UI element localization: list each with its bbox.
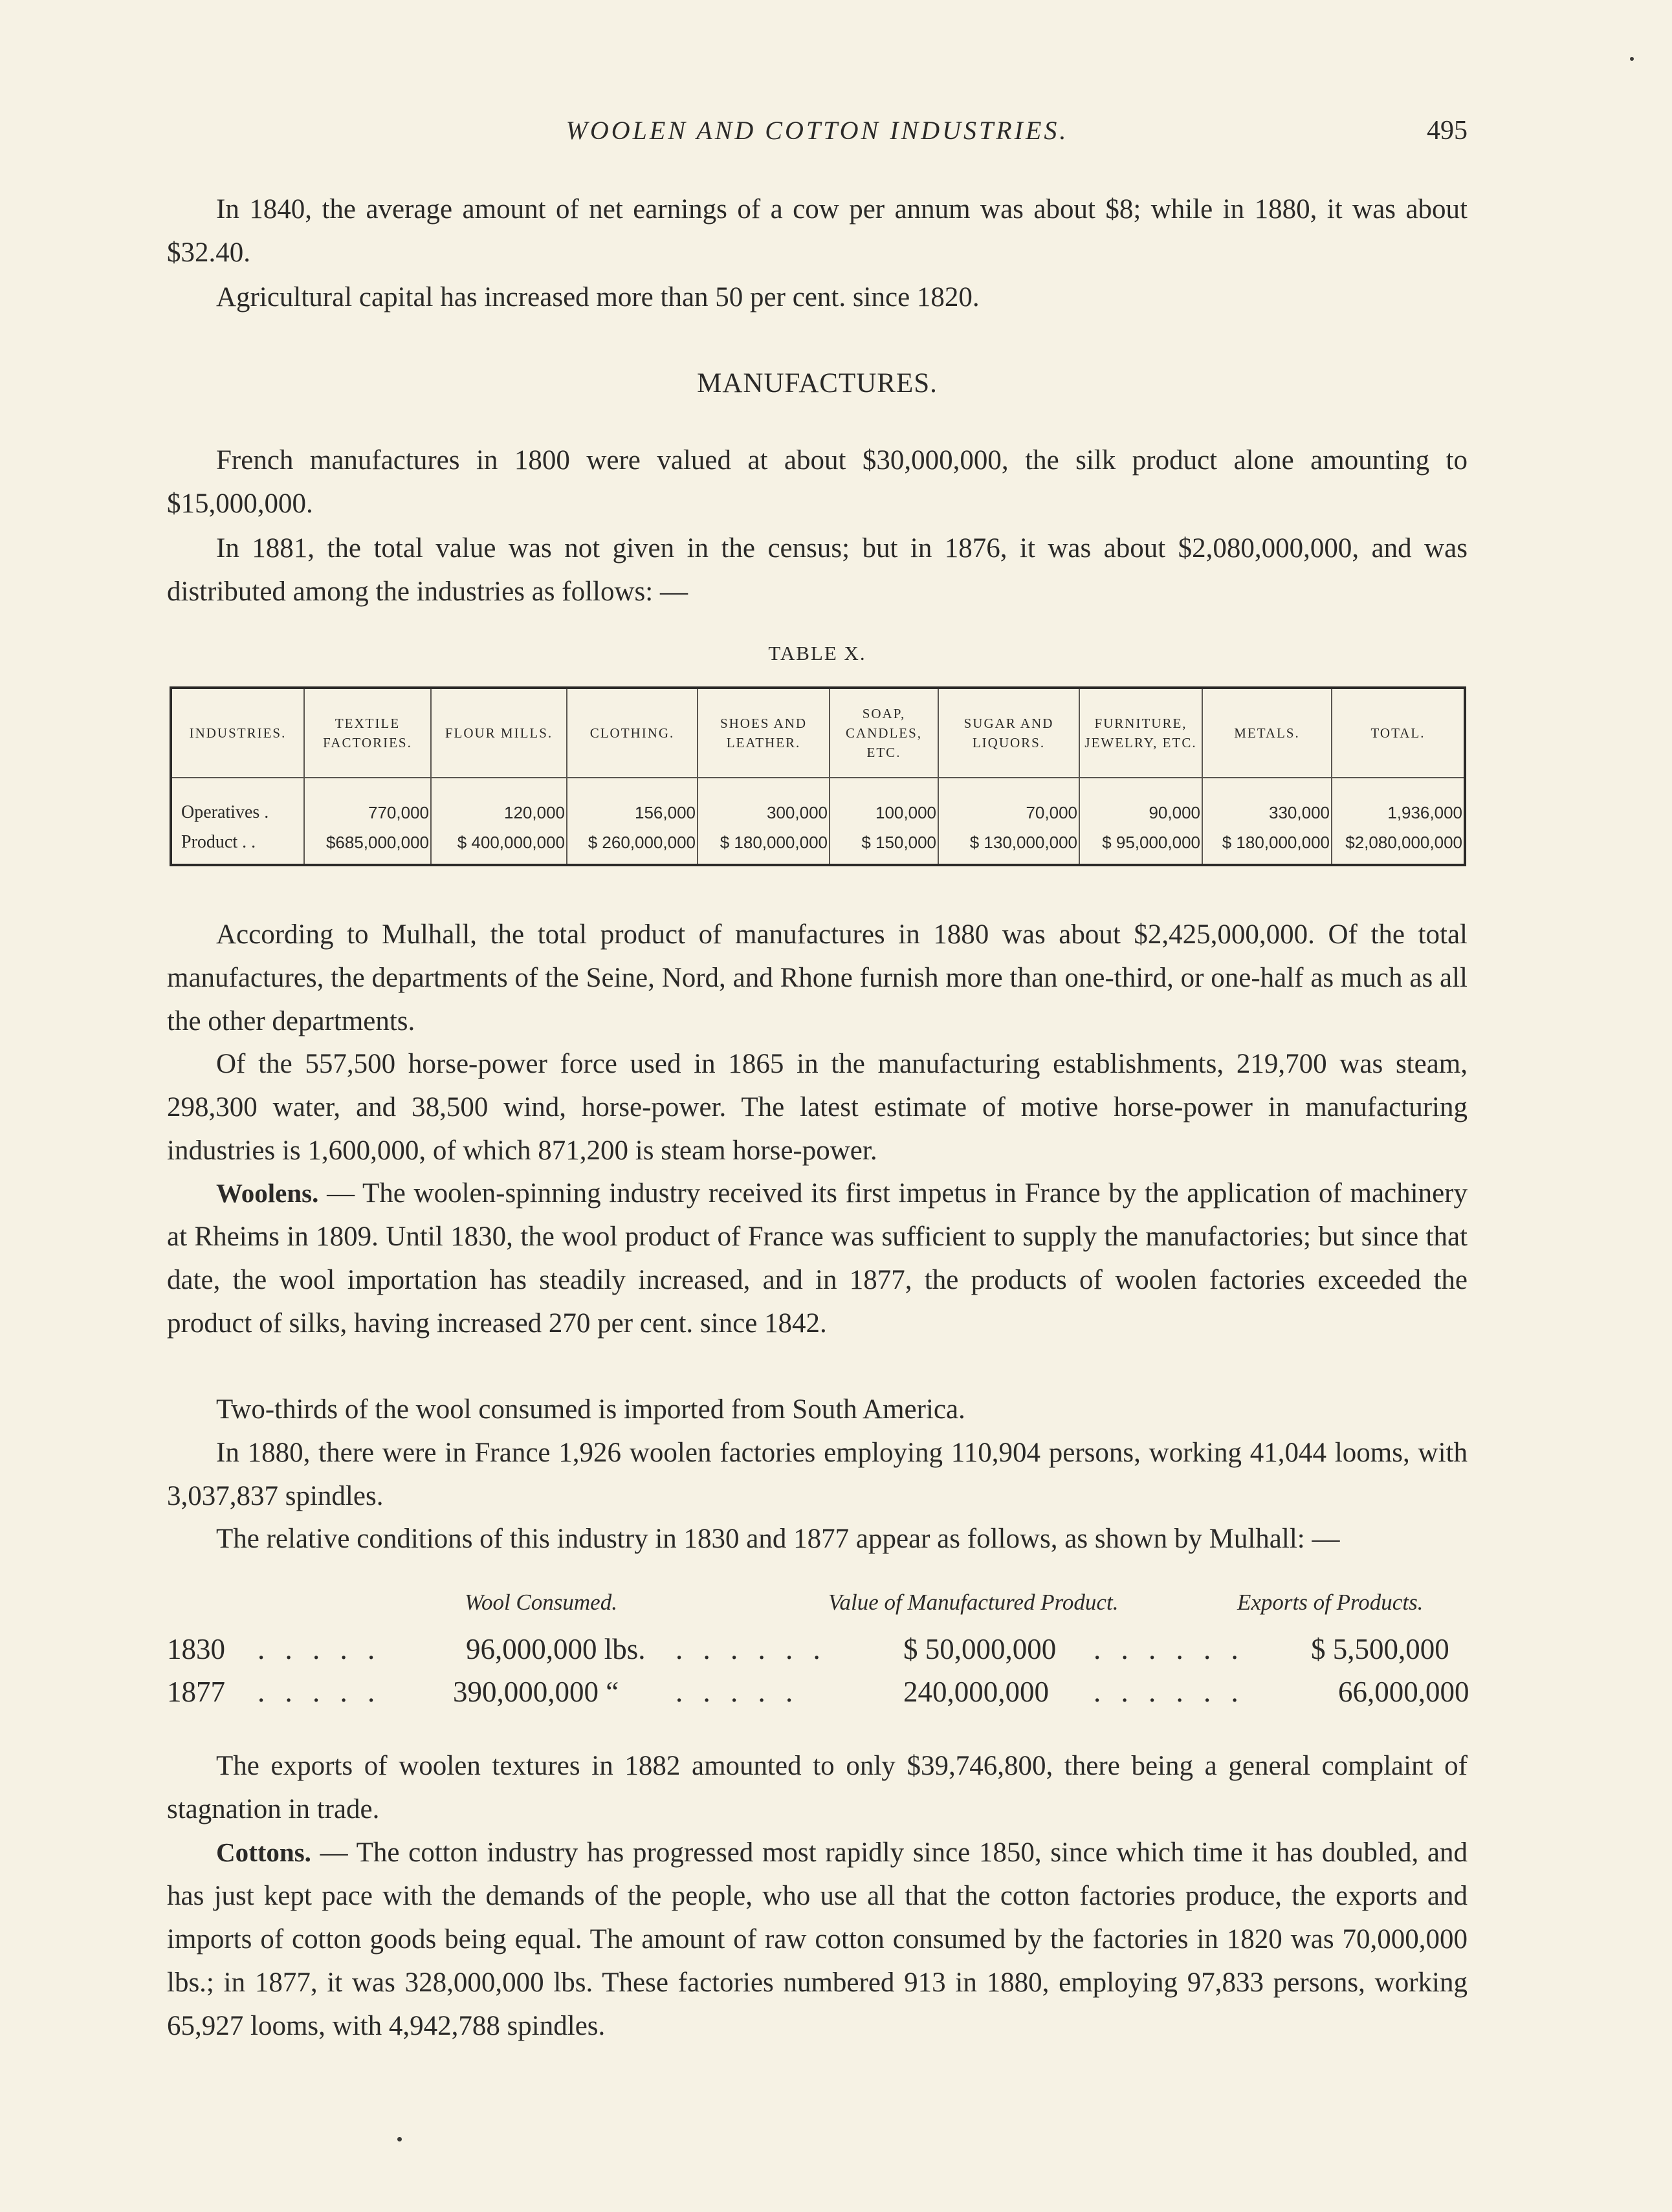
stat-value: 240,000,000: [903, 1676, 1049, 1708]
page-number: 495: [1427, 116, 1468, 146]
table-cell: 770,000: [304, 778, 431, 827]
stat-year: 1830: [167, 1633, 225, 1665]
leader-dots: . . . . . .: [1094, 1676, 1245, 1708]
page-header: [167, 115, 1468, 160]
table-header: FURNITURE, JEWELRY, ETC.: [1079, 689, 1202, 778]
table-header: CLOTHING.: [567, 689, 698, 778]
table-cell: $ 150,000: [830, 827, 938, 864]
stat-header-wool: Wool Consumed.: [465, 1590, 617, 1615]
table-cell: $685,000,000: [304, 827, 431, 864]
paragraph-cottons: [167, 1831, 1468, 2048]
running-title: WOOLEN AND COTTON INDUSTRIES.: [566, 116, 1069, 145]
section-heading: MANUFACTURES.: [697, 368, 938, 399]
table-row: [172, 778, 1464, 827]
table-cell: 1,936,000: [1332, 778, 1464, 827]
stat-row-1877: [167, 1675, 1468, 1714]
leader-dots: . . . . . .: [676, 1633, 827, 1665]
leader-dots: . . . . .: [676, 1676, 800, 1708]
table-cell: 156,000: [567, 778, 698, 827]
paragraph-relative-conditions: The relative conditions of this industry in 1830 and 1877 appear as follows, as shown by Mulhall: —: [216, 1524, 1340, 1554]
paragraph-french-manufactures: French manufactures in 1800 were valued at about $30,000,000, the silk product alone amounting to $15,000,000.: [167, 445, 1468, 519]
stat-wool: 390,000,000 “: [453, 1676, 619, 1708]
paragraph-woolens: [167, 1172, 1468, 1345]
table-cell: 90,000: [1079, 778, 1202, 827]
paper-speck: [397, 2137, 402, 2141]
table-header: SHOES AND LEATHER.: [698, 689, 830, 778]
table-header: SOAP, CANDLES, ETC.: [830, 689, 938, 778]
table-header: TOTAL.: [1332, 689, 1464, 778]
stat-value: $ 50,000,000: [903, 1633, 1057, 1665]
paragraph-1880-factories: In 1880, there were in France 1,926 woolen factories employing 110,904 persons, working 41,044 looms, with 3,037,837 spindles.: [167, 1438, 1468, 1511]
stat-exports: $ 5,500,000: [1311, 1633, 1449, 1665]
stat-row-1830: [167, 1632, 1468, 1671]
paragraph-south-america: Two-thirds of the wool consumed is imported from South America.: [216, 1394, 965, 1425]
paragraph-woolen-exports: The exports of woolen textures in 1882 amounted to only $39,746,800, there being a general complaint of stagnation in trade.: [167, 1751, 1468, 1824]
table-cell: 300,000: [698, 778, 830, 827]
stat-year: 1877: [167, 1676, 225, 1708]
table-cell: 100,000: [830, 778, 938, 827]
table-row: [172, 827, 1464, 864]
run-in-heading-cottons: Cottons.: [216, 1837, 311, 1867]
paragraph-mulhall-total: According to Mulhall, the total product of manufactures in 1880 was about $2,425,000,000. Of the total manufactures, the departments of the Seine, Nord, and Rhone furnish more than one-third, or one-half as much as all the other departments.: [167, 919, 1468, 1036]
leader-dots: . . . . . .: [1094, 1633, 1245, 1665]
paper-speck: [1630, 57, 1634, 61]
leader-dots: . . . . .: [258, 1676, 382, 1708]
table-header: SUGAR AND LIQUORS.: [938, 689, 1079, 778]
leader-dots: . . . . .: [258, 1633, 382, 1665]
table-header: FLOUR MILLS.: [431, 689, 567, 778]
woolens-body: — The woolen-spinning industry received its first impetus in France by the application of machinery at Rheims in 1809. Until 1830, the wool product of France was sufficient to supply the manufactories; but since that date, the wool importation has steadily increased, and in 1877, the products of woolen factories exceeded the product of silks, having increased 270 per cent. since 1842.: [167, 1178, 1468, 1339]
table-cell: $ 260,000,000: [567, 827, 698, 864]
stat-header-exports: Exports of Products.: [1237, 1590, 1424, 1615]
table-cell: $2,080,000,000: [1332, 827, 1464, 864]
table-cell: 70,000: [938, 778, 1079, 827]
table-cell: 120,000: [431, 778, 567, 827]
table-cell: $ 180,000,000: [698, 827, 830, 864]
table-header: INDUSTRIES.: [172, 689, 304, 778]
industries-table: [170, 686, 1466, 866]
table-cell: $ 95,000,000: [1079, 827, 1202, 864]
table-cell: $ 130,000,000: [938, 827, 1079, 864]
table-cell: Operatives .: [181, 802, 269, 822]
table-header: METALS.: [1202, 689, 1332, 778]
table-caption: TABLE X.: [768, 642, 866, 664]
table-cell: $ 400,000,000: [431, 827, 567, 864]
table-header: TEXTILE FACTORIES.: [304, 689, 431, 778]
table-header-row: [172, 689, 1464, 778]
cottons-body: — The cotton industry has progressed most rapidly since 1850, since which time it has doubled, and has just kept pace with the demands of the people, who use all that the cotton factories produce, the exports and imports of cotton goods being equal. The amount of raw cotton consumed by the factories in 1820 was 70,000,000 lbs.; in 1877, it was 328,000,000 lbs. These factories numbered 913 in 1880, employing 97,833 persons, working 65,927 looms, with 4,942,788 spindles.: [167, 1837, 1468, 2041]
table-cell: Product . .: [181, 832, 256, 852]
stat-wool: 96,000,000 lbs.: [466, 1633, 646, 1665]
run-in-heading-woolens: Woolens.: [216, 1178, 319, 1208]
stat-exports: 66,000,000: [1338, 1676, 1469, 1708]
paragraph-cow-earnings: In 1840, the average amount of net earnings of a cow per annum was about $8; while in 1880, it was about $32.40.: [167, 194, 1468, 268]
paragraph-agricultural-capital: Agricultural capital has increased more than 50 per cent. since 1820.: [216, 282, 980, 312]
table-cell: $ 180,000,000: [1202, 827, 1332, 864]
stat-header-value: Value of Manufactured Product.: [828, 1590, 1119, 1615]
paragraph-horse-power: Of the 557,500 horse-power force used in 1865 in the manufacturing establishments, 219,700 was steam, 298,300 water, and 38,500 wind, horse-power. The latest estimate of motive horse-power in manufacturing industries is 1,600,000, of which 871,200 is steam horse-power.: [167, 1049, 1468, 1166]
table-cell: 330,000: [1202, 778, 1332, 827]
paragraph-1881-total: In 1881, the total value was not given in the census; but in 1876, it was about $2,080,000,000, and was distributed among the industries as follows: —: [167, 533, 1468, 607]
